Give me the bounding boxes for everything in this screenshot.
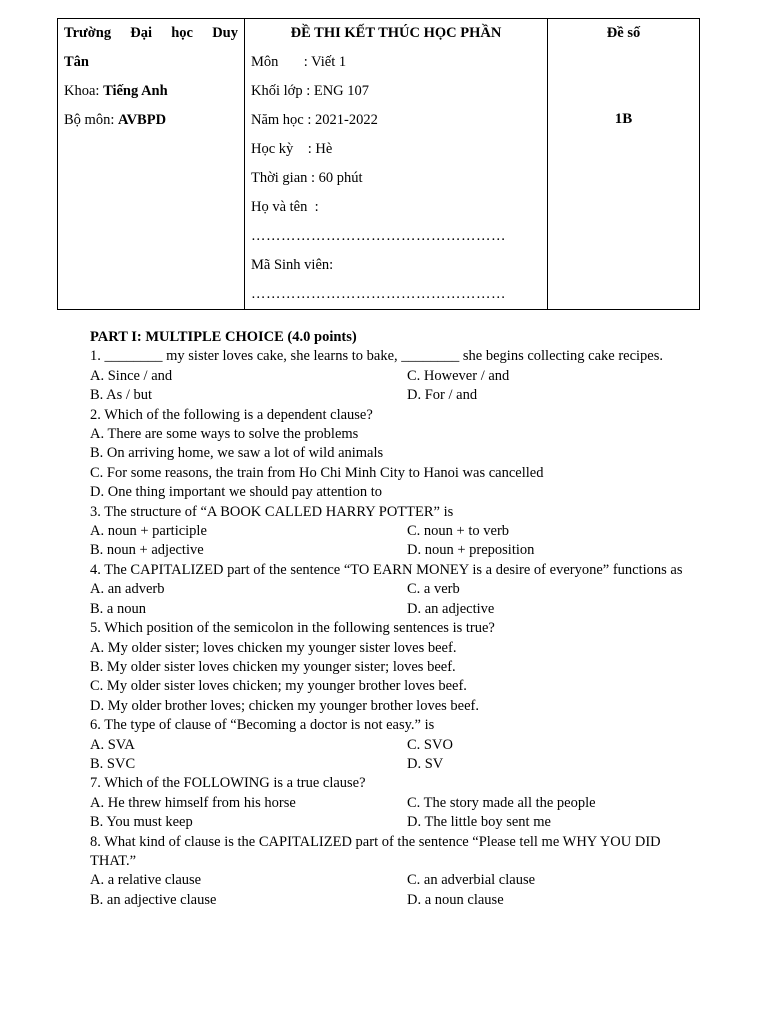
school-year: Năm học : 2021-2022	[251, 112, 378, 128]
option-c[interactable]: C. The story made all the people	[407, 794, 596, 811]
option-c[interactable]: C. noun + to verb	[407, 523, 510, 540]
question-text: 2. Which of the following is a dependent clause?	[90, 406, 373, 423]
school-info-cell	[58, 19, 245, 310]
option-b[interactable]: B. My older sister loves chicken my younger sister; loves beef.	[90, 658, 456, 675]
option-c[interactable]: C. a verb	[407, 581, 460, 598]
question-text: 3. The structure of “A BOOK CALLED HARRY POTTER” is	[90, 503, 454, 520]
option-b[interactable]: B. On arriving home, we saw a lot of wild animals	[90, 445, 384, 462]
option-a[interactable]: A. a relative clause	[90, 872, 202, 889]
exam-info-cell	[245, 19, 548, 310]
student-id-label: Mã Sinh viên:	[251, 257, 334, 273]
question-8	[90, 833, 690, 911]
class-code: Khối lớp : ENG 107	[251, 83, 370, 99]
option-b[interactable]: B. an adjective clause	[90, 891, 217, 908]
exam-code-label: Đề số	[606, 25, 641, 41]
question-text: 1. ________ my sister loves cake, she learns to bake, ________ she begins collecting cake recipes.	[90, 348, 663, 365]
option-a[interactable]: A. He threw himself from his horse	[90, 794, 296, 811]
option-a[interactable]: A. SVA	[90, 736, 135, 753]
part1-title: PART I: MULTIPLE CHOICE (4.0 points)	[90, 329, 357, 345]
student-id-field[interactable]: ……………………………………………	[251, 286, 506, 302]
option-c[interactable]: C. My older sister loves chicken; my younger brother loves beef.	[90, 678, 467, 695]
question-text: 7. Which of the FOLLOWING is a true clause?	[90, 775, 366, 792]
faculty: Khoa: Tiếng Anh	[64, 83, 168, 99]
question-text: 5. Which position of the semicolon in the following sentences is true?	[90, 620, 495, 637]
option-d[interactable]: D. SV	[407, 755, 444, 772]
option-c[interactable]: C. an adverbial clause	[407, 872, 536, 889]
option-b[interactable]: B. As / but	[90, 387, 153, 404]
school-name-line1: Trường Đại học Duy	[64, 25, 238, 41]
option-d[interactable]: D. My older brother loves; chicken my younger brother loves beef.	[90, 697, 479, 714]
option-d[interactable]: D. One thing important we should pay attention to	[90, 484, 382, 501]
option-d[interactable]: D. a noun clause	[407, 891, 504, 908]
option-d[interactable]: D. an adjective	[407, 600, 495, 617]
option-a[interactable]: A. My older sister; loves chicken my younger sister loves beef.	[90, 639, 457, 656]
option-b[interactable]: B. You must keep	[90, 814, 193, 831]
student-name-label: Họ và tên :	[251, 199, 319, 215]
option-a[interactable]: A. Since / and	[90, 367, 173, 384]
question-text: 4. The CAPITALIZED part of the sentence “TO EARN MONEY is a desire of everyone” functions as	[90, 561, 683, 578]
question-5	[90, 619, 690, 716]
question-3	[90, 503, 690, 561]
option-b[interactable]: B. a noun	[90, 600, 146, 617]
student-name-field[interactable]: ……………………………………………	[251, 228, 506, 244]
exam-code-cell	[548, 19, 700, 310]
question-1	[90, 347, 690, 405]
option-a[interactable]: A. There are some ways to solve the problems	[90, 426, 359, 443]
option-b[interactable]: B. noun + adjective	[90, 542, 204, 559]
option-a[interactable]: A. noun + participle	[90, 523, 207, 540]
question-text: 6. The type of clause of “Becoming a doctor is not easy.” is	[90, 717, 435, 734]
part1-section	[90, 328, 690, 910]
option-c[interactable]: C. For some reasons, the train from Ho Chi Minh City to Hanoi was cancelled	[90, 464, 544, 481]
option-d[interactable]: D. noun + preposition	[407, 542, 535, 559]
question-text: 8. What kind of clause is the CAPITALIZED part of the sentence “Please tell me WHY YOU DID THAT.”	[90, 833, 661, 869]
exam-code-value: 1B	[614, 111, 633, 127]
subject: Môn : Viết 1	[251, 54, 347, 70]
exam-header-table	[57, 18, 700, 310]
duration: Thời gian : 60 phút	[251, 170, 363, 186]
option-a[interactable]: A. an adverb	[90, 581, 165, 598]
option-b[interactable]: B. SVC	[90, 755, 136, 772]
school-name-line2: Tân	[64, 54, 89, 70]
question-2	[90, 406, 690, 503]
option-d[interactable]: D. For / and	[407, 387, 478, 404]
question-6	[90, 716, 690, 774]
question-7	[90, 774, 690, 832]
question-4	[90, 561, 690, 619]
option-c[interactable]: C. SVO	[407, 736, 453, 753]
exam-title: ĐỀ THI KẾT THÚC HỌC PHẦN	[290, 25, 502, 41]
department: Bộ môn: AVBPD	[64, 112, 167, 128]
option-c[interactable]: C. However / and	[407, 367, 510, 384]
semester: Học kỳ : Hè	[251, 141, 333, 157]
option-d[interactable]: D. The little boy sent me	[407, 814, 551, 831]
